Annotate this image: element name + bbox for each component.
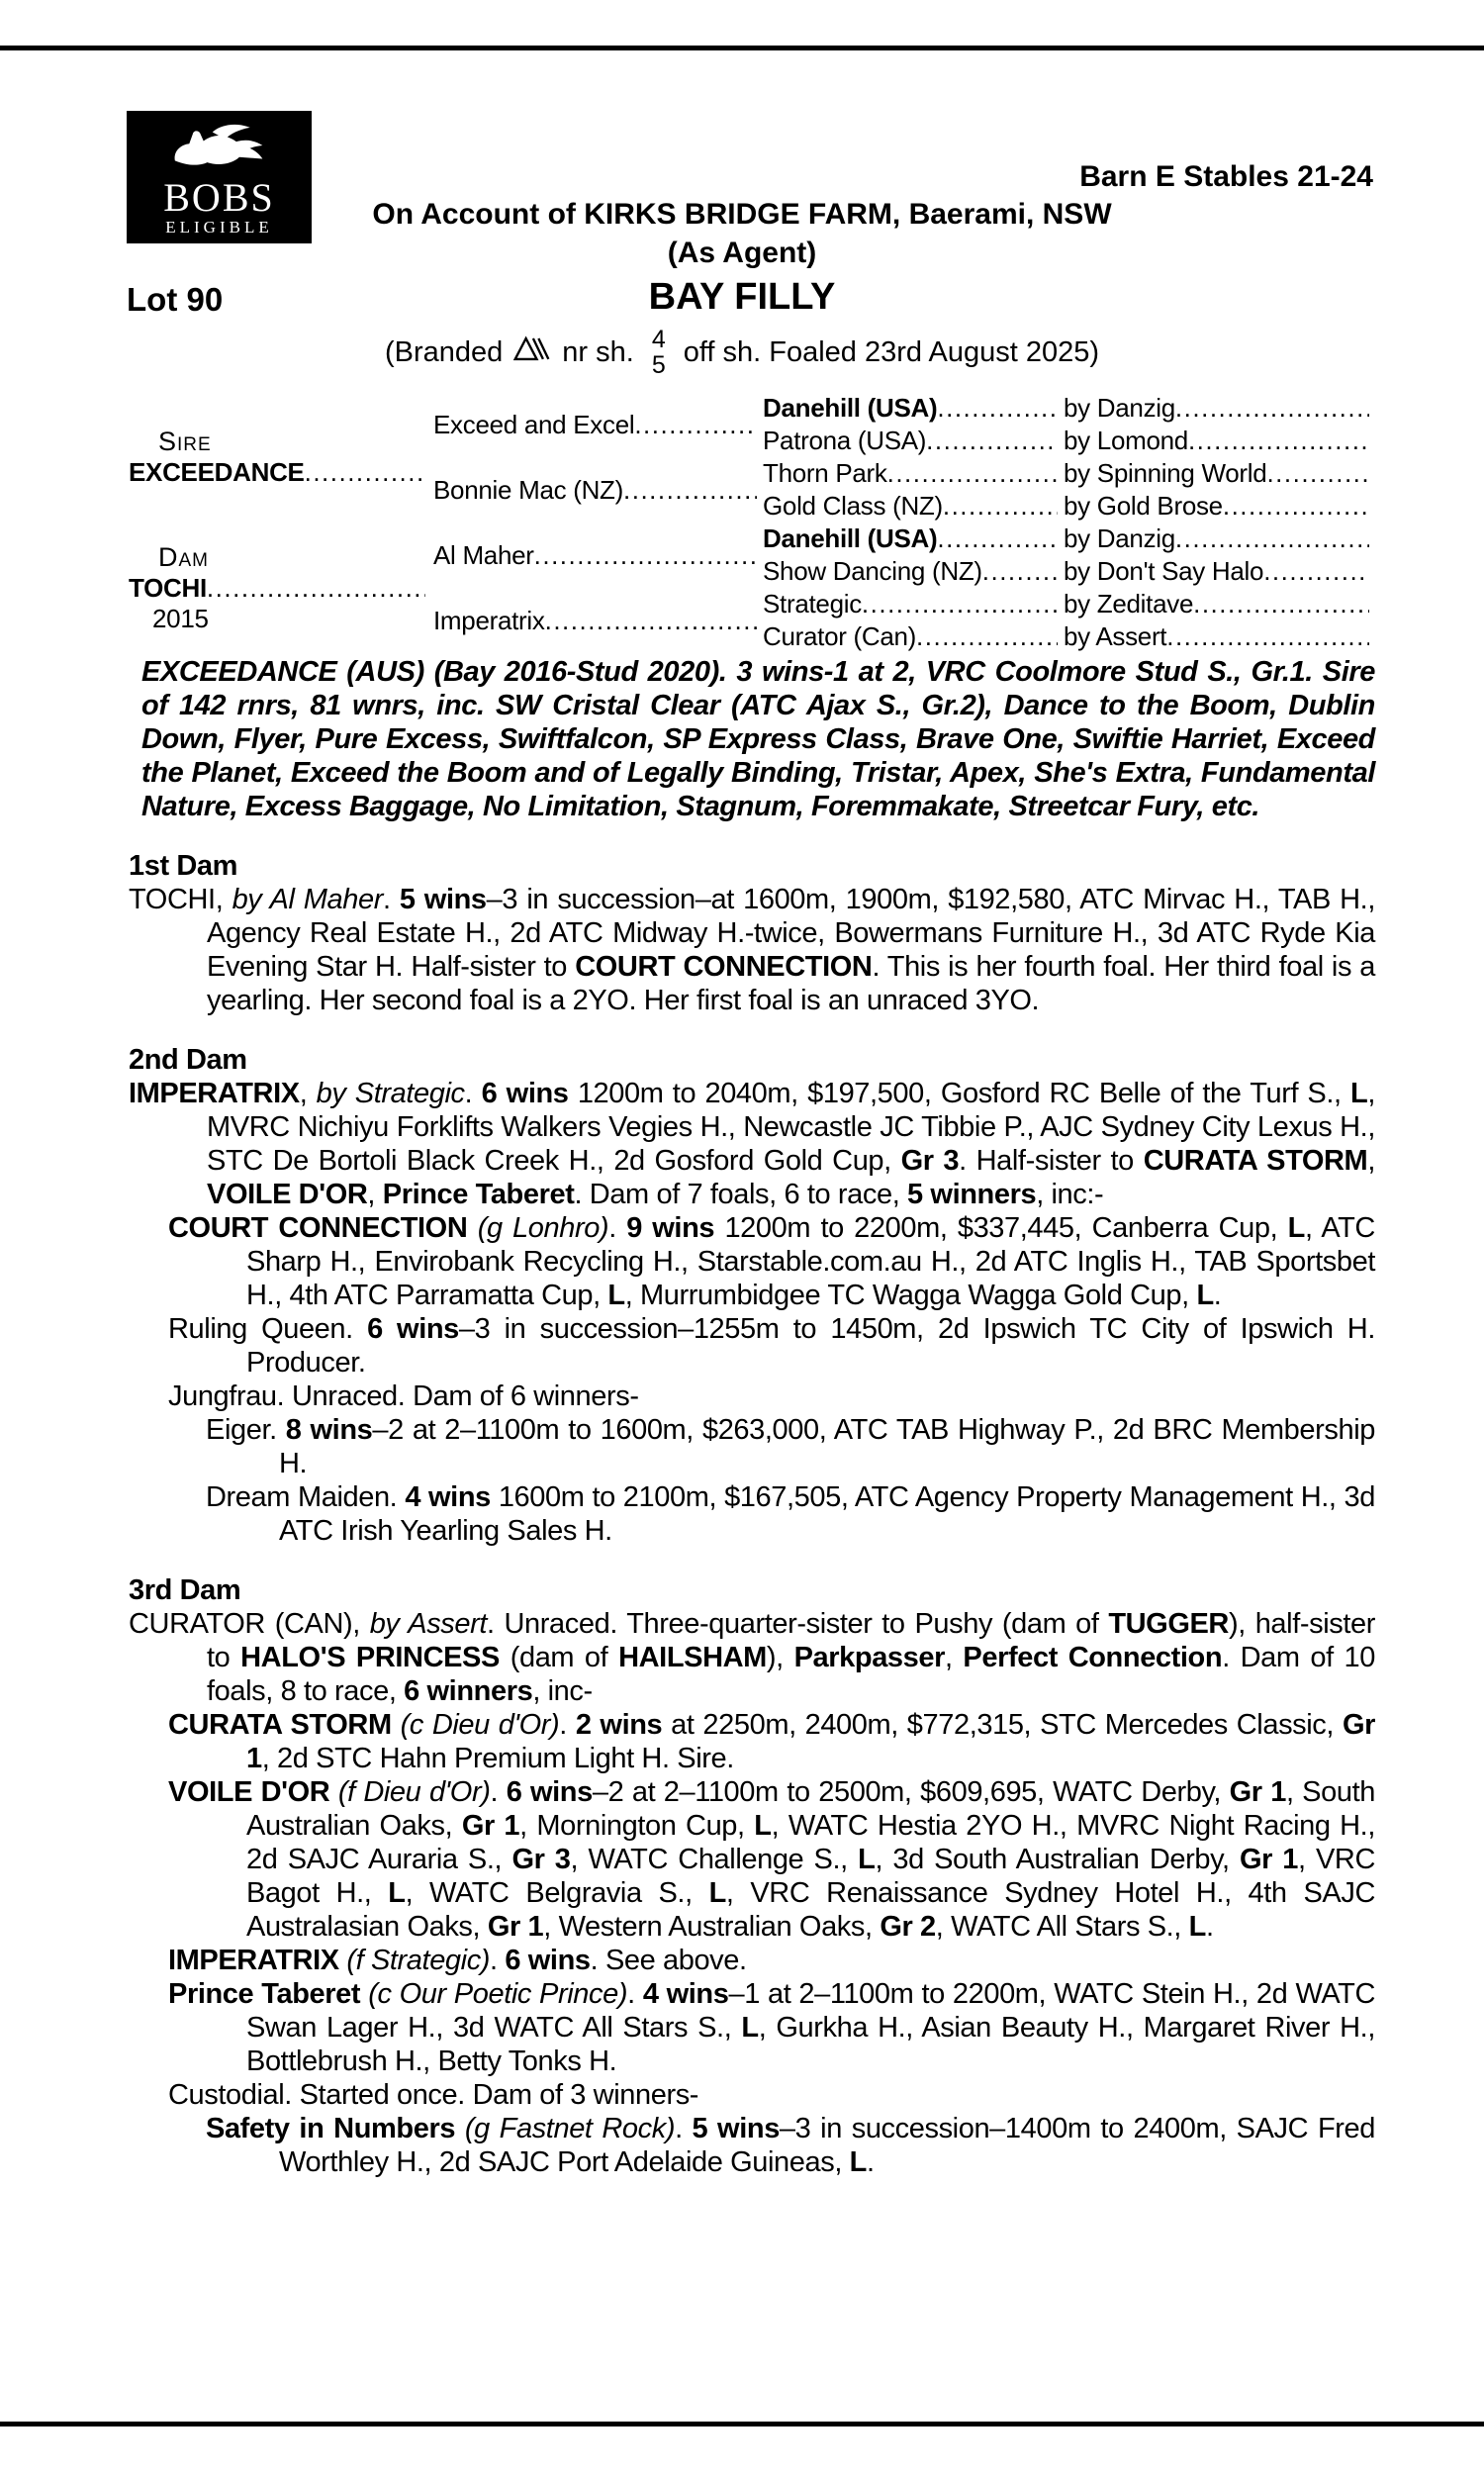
pedigree-paragraph: CURATA STORM (c Dieu d'Or). 2 wins at 2250m, 2400m, $772,315, STC Mercedes Classic, Gr 1, 2d STC Hahn Premium Light H. Sire. — [168, 1709, 1375, 1774]
ggp-name: Patrona (USA) ..... — [763, 425, 1064, 457]
ggp-by: by Gold Brose ..... — [1064, 490, 1375, 523]
ggp-by: by Spinning World ..... — [1064, 457, 1375, 490]
branded-nr-sh: nr sh. — [562, 335, 634, 368]
grandsire-of-dam: Al Maher ..... — [433, 523, 763, 588]
pedigree-paragraph: Eiger. 8 wins–2 at 2–1100m to 1600m, $263,000, ATC TAB Highway P., 2d BRC Membership H. — [206, 1414, 1375, 1479]
ggp-name: Danehill (USA) ..... — [763, 392, 1064, 425]
ggp-by: by Lomond ..... — [1064, 425, 1375, 457]
pedigree-paragraph: TOCHI, by Al Maher. 5 wins–3 in succession–at 1600m, 1900m, $192,580, ATC Mirvac H., TAB H., Agency Real Estate H., 2d ATC Midway H.-twice, Bowermans Furniture H., 3d ATC Ryde Kia Evening Star H. Half-sister to COURT CONNECTION. This is her fourth foal. Her third foal is a yearling. Her second foal is a 2YO. Her first foal is an unraced 3YO. — [129, 884, 1375, 1016]
ggp-by: by Danzig ..... — [1064, 392, 1375, 425]
ggp-name: Danehill (USA) ..... — [763, 523, 1064, 555]
barn-stables: Barn E Stables 21-24 — [1079, 160, 1373, 193]
branded-suffix: off sh. Foaled 23rd August 2025) — [683, 335, 1099, 368]
ggp-name: Strategic ..... — [763, 588, 1064, 620]
grandsire-of-sire: Exceed and Excel ..... — [433, 392, 763, 457]
ggp-name: Show Dancing (NZ) ..... — [763, 555, 1064, 588]
body-text — [129, 655, 1375, 2179]
bottom-rule — [0, 2422, 1484, 2426]
pedigree-paragraph: IMPERATRIX (f Strategic). 6 wins. See above. — [168, 1945, 747, 1976]
logo-subtext: ELIGIBLE — [165, 217, 273, 237]
pedigree-paragraph: CURATOR (CAN), by Assert. Unraced. Three-quarter-sister to Pushy (dam of TUGGER), half-sister to HALO'S PRINCESS (dam of HAILSHAM), Parkpasser, Perfect Connection. Dam of 10 foals, 8 to race, 6 winners, inc- — [129, 1608, 1375, 1707]
branded-prefix: (Branded — [384, 335, 504, 368]
sire-blurb: EXCEEDANCE (AUS) (Bay 2016-Stud 2020). 3 wins-1 at 2, VRC Coolmore Stud S., Gr.1. Sire of 142 rnrs, 81 wnrs, inc. SW Cristal Clear (ATC Ajax S., Gr.2), Dance to the Boom, Dublin Down, Flyer, Pure Excess, Swiftfalcon, SP Express Class, Brave One, Swiftie Harriet, Exceed the Planet, Exceed the Boom and of Legally Binding, Tristar, Apex, She's Extra, Fundamental Nature, Excess Baggage, No Limitation, Stagnum, Foremmakate, Streetcar Fury, etc. — [141, 656, 1375, 822]
dam-header-1: 1st Dam — [129, 850, 238, 882]
pedigree-paragraph: Safety in Numbers (g Fastnet Rock). 5 wins–3 in succession–1400m to 2400m, SAJC Fred Worthley H., 2d SAJC Port Adelaide Guineas, L. — [206, 2113, 1375, 2178]
horse-head-icon — [161, 118, 278, 178]
as-agent: (As Agent) — [667, 237, 817, 269]
top-rule — [0, 46, 1484, 50]
dam-name: TOCHI — [129, 572, 207, 603]
sire-label: Sire — [158, 427, 212, 456]
sire-block — [129, 392, 433, 523]
pedigree-paragraph: Prince Taberet (c Our Poetic Prince). 4 wins–1 at 2–1100m to 2200m, WATC Stein H., 2d WATC Swan Lager H., 3d WATC All Stars S., L, Gurkha H., Asian Beauty H., Margaret River H., Bottlebrush H., Betty Tonks H. — [168, 1978, 1375, 2077]
dam-label: Dam — [158, 541, 209, 572]
ggp-name: Gold Class (NZ) ..... — [763, 490, 1064, 523]
dam-header-2: 2nd Dam — [129, 1044, 247, 1076]
vendor-account: On Account of KIRKS BRIDGE FARM, Baerami, NSW — [372, 198, 1112, 231]
pedigree-paragraph: IMPERATRIX, by Strategic. 6 wins 1200m to 2040m, $197,500, Gosford RC Belle of the Turf S., L, MVRC Nichiyu Forklifts Walkers Vegies H., Newcastle JC Tibbie P., AJC Sydney City Lexus H., STC De Bortoli Black Creek H., 2d Gosford Gold Cup, Gr 3. Half-sister to CURATA STORM, VOILE D'OR, Prince Taberet. Dam of 7 foals, 6 to race, 5 winners, inc:- — [129, 1078, 1375, 1210]
brand-number-bottom: 5 — [651, 351, 666, 379]
brand-number-top: 4 — [651, 326, 666, 353]
pedigree-paragraph: Dream Maiden. 4 wins 1600m to 2100m, $167,505, ATC Agency Property Management H., 3d ATC Irish Yearling Sales H. — [206, 1481, 1375, 1547]
brand-mark-icon — [512, 333, 552, 371]
granddam-of-dam: Imperatrix ..... — [433, 588, 763, 653]
logo-text: BOBS — [163, 174, 275, 220]
dam-block — [129, 523, 433, 653]
branded-line — [0, 327, 1484, 378]
ggp-name: Thorn Park ..... — [763, 457, 1064, 490]
pedigree-paragraph: COURT CONNECTION (g Lonhro). 9 wins 1200m to 2200m, $337,445, Canberra Cup, L, ATC Sharp H., Envirobank Recycling H., Starstable.com.au H., 2d ATC Inglis H., TAB Sportsbet H., 4th ATC Parramatta Cup, L, Murrumbidgee TC Wagga Wagga Gold Cup, L. — [168, 1212, 1375, 1311]
dam-header-3: 3rd Dam — [129, 1574, 241, 1606]
pedigree-paragraph: Custodial. Started once. Dam of 3 winners- — [168, 2079, 699, 2111]
ggp-name: Curator (Can) ..... — [763, 620, 1064, 653]
pedigree-paragraph: VOILE D'OR (f Dieu d'Or). 6 wins–2 at 2–1100m to 2500m, $609,695, WATC Derby, Gr 1, South Australian Oaks, Gr 1, Mornington Cup, L, WATC Hestia 2YO H., MVRC Night Racing H., 2d SAJC Auraria S., Gr 3, WATC Challenge S., L, 3d South Australian Derby, Gr 1, VRC Bagot H., L, WATC Belgravia S., L, VRC Renaissance Sydney Hotel H., 4th SAJC Australasian Oaks, Gr 1, Western Australian Oaks, Gr 2, WATC All Stars S., L. — [168, 1776, 1375, 1943]
dam-year: 2015 — [152, 603, 209, 633]
pedigree-paragraph: Jungfrau. Unraced. Dam of 6 winners- — [168, 1380, 639, 1412]
pedigree-paragraph: Ruling Queen. 6 wins–3 in succession–1255m to 1450m, 2d Ipswich TC City of Ipswich H. Producer. — [168, 1313, 1376, 1379]
lot-number: Lot 90 — [127, 281, 224, 318]
ggp-by: by Danzig ..... — [1064, 523, 1375, 555]
ggp-by: by Assert ..... — [1064, 620, 1375, 653]
sire-name: EXCEEDANCE — [129, 457, 305, 487]
page-title: BAY FILLY — [648, 276, 836, 318]
dam-sections — [129, 849, 1375, 2179]
granddam-of-sire: Bonnie Mac (NZ) ..... — [433, 457, 763, 523]
brand-number — [652, 327, 666, 378]
ggp-by: by Don't Say Halo ..... — [1064, 555, 1375, 588]
pedigree-table — [129, 392, 1375, 653]
ggp-by: by Zeditave ..... — [1064, 588, 1375, 620]
